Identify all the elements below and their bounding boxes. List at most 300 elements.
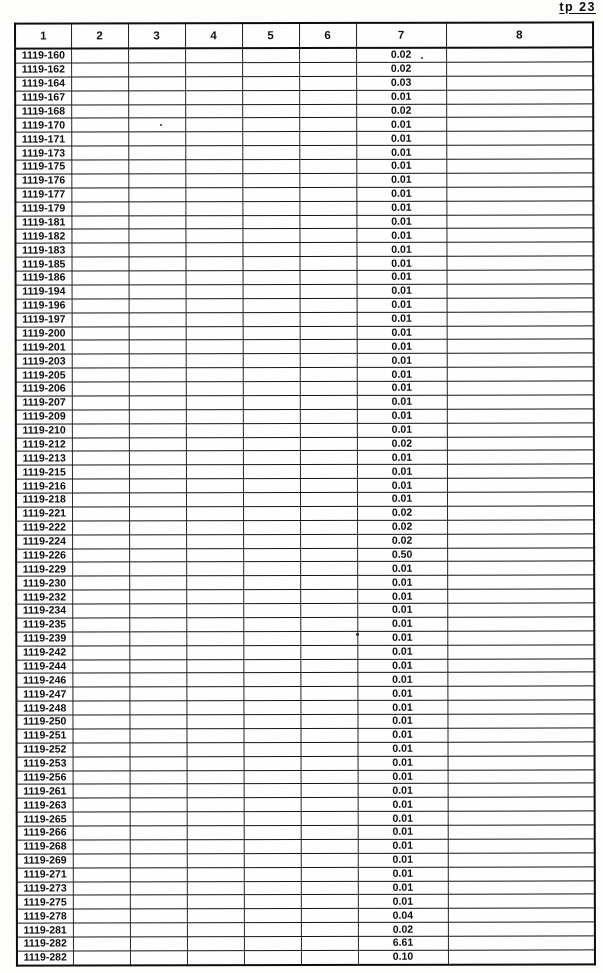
empty-cell	[242, 48, 299, 63]
empty-cell	[186, 465, 243, 479]
empty-cell	[242, 173, 299, 187]
table-row	[16, 658, 594, 673]
empty-cell	[130, 867, 187, 881]
table-row	[16, 339, 594, 354]
empty-cell	[447, 256, 594, 270]
empty-cell	[244, 937, 301, 951]
empty-cell	[300, 548, 357, 562]
empty-cell	[300, 603, 357, 617]
row-id-cell: 1119-175	[15, 160, 71, 174]
empty-cell	[129, 645, 186, 659]
column-header-6: 6	[299, 23, 356, 48]
value-cell: 0.01	[357, 728, 447, 742]
empty-cell	[242, 243, 299, 257]
empty-cell	[186, 534, 243, 548]
value-cell: 0.01	[358, 797, 448, 811]
empty-cell	[243, 257, 300, 271]
empty-cell	[301, 923, 358, 937]
empty-cell	[130, 784, 187, 798]
table-head	[15, 22, 593, 48]
empty-cell	[243, 312, 300, 326]
value-cell: 0.01	[357, 492, 447, 506]
empty-cell	[71, 132, 128, 146]
empty-cell	[448, 742, 595, 756]
empty-cell	[72, 618, 129, 632]
empty-cell	[447, 298, 594, 312]
empty-cell	[300, 340, 357, 354]
empty-cell	[300, 520, 357, 534]
empty-cell	[71, 146, 128, 160]
empty-cell	[72, 396, 129, 410]
value-cell: 0.02	[356, 104, 446, 118]
row-id-cell: 1119-194	[16, 285, 72, 299]
empty-cell	[244, 742, 301, 756]
empty-cell	[301, 867, 358, 881]
empty-cell	[185, 174, 242, 188]
empty-cell	[243, 715, 300, 729]
empty-cell	[186, 257, 243, 271]
empty-cell	[186, 618, 243, 632]
empty-cell	[447, 492, 594, 506]
empty-cell	[300, 659, 357, 673]
row-id-cell: 1119-209	[16, 410, 72, 424]
empty-cell	[242, 146, 299, 160]
empty-cell	[130, 881, 187, 895]
data-table	[14, 21, 596, 966]
empty-cell	[242, 201, 299, 215]
empty-cell	[71, 215, 128, 229]
row-id-cell: 1119-261	[17, 784, 73, 798]
empty-cell	[301, 839, 358, 853]
empty-cell	[186, 298, 243, 312]
empty-cell	[186, 701, 243, 715]
table-row	[16, 645, 594, 660]
empty-cell	[300, 701, 357, 715]
row-id-cell: 1119-170	[15, 118, 71, 132]
row-id-cell: 1119-207	[16, 396, 72, 410]
empty-cell	[301, 798, 358, 812]
empty-cell	[300, 617, 357, 631]
empty-cell	[243, 520, 300, 534]
empty-cell	[72, 507, 129, 521]
empty-cell	[187, 798, 244, 812]
value-cell: 0.01	[357, 700, 447, 714]
empty-cell	[300, 270, 357, 284]
empty-cell	[447, 589, 594, 603]
empty-cell	[72, 604, 129, 618]
empty-cell	[299, 132, 356, 146]
empty-cell	[243, 534, 300, 548]
row-id-cell: 1119-215	[16, 465, 72, 479]
empty-cell	[244, 826, 301, 840]
empty-cell	[299, 173, 356, 187]
empty-cell	[186, 451, 243, 465]
value-cell: 0.01	[358, 825, 448, 839]
empty-cell	[300, 673, 357, 687]
empty-cell	[72, 729, 129, 743]
empty-cell	[128, 243, 185, 257]
empty-cell	[300, 326, 357, 340]
empty-cell	[186, 382, 243, 396]
empty-cell	[71, 243, 128, 257]
empty-cell	[130, 951, 187, 966]
empty-cell	[72, 687, 129, 701]
column-header-3: 3	[128, 23, 185, 48]
empty-cell	[72, 576, 129, 590]
row-id-cell: 1119-224	[16, 535, 72, 549]
empty-cell	[186, 715, 243, 729]
empty-cell	[243, 409, 300, 423]
empty-cell	[448, 853, 595, 867]
row-id-cell: 1119-221	[16, 507, 72, 521]
row-id-cell: 1119-167	[15, 91, 71, 105]
empty-cell	[128, 48, 185, 63]
empty-cell	[186, 507, 243, 521]
table-body	[15, 47, 595, 965]
table-row	[16, 672, 594, 687]
value-cell: 0.01	[357, 395, 447, 409]
table-row	[15, 214, 593, 229]
empty-cell	[130, 812, 187, 826]
table-row	[16, 381, 594, 396]
empty-cell	[187, 840, 244, 854]
table-row	[17, 880, 595, 895]
table-row	[15, 103, 593, 118]
empty-cell	[129, 618, 186, 632]
row-id-cell: 1119-181	[15, 216, 71, 230]
empty-cell	[300, 284, 357, 298]
row-id-cell: 1119-266	[17, 826, 73, 840]
empty-cell	[300, 312, 357, 326]
empty-cell	[447, 464, 594, 478]
table-row	[16, 603, 594, 618]
empty-cell	[129, 382, 186, 396]
empty-cell	[448, 756, 595, 770]
row-id-cell: 1119-160	[15, 48, 71, 63]
row-id-cell: 1119-171	[15, 132, 71, 146]
empty-cell	[446, 90, 593, 104]
empty-cell	[73, 854, 130, 868]
empty-cell	[300, 451, 357, 465]
value-cell: 0.01	[357, 589, 447, 603]
empty-cell	[243, 493, 300, 507]
empty-cell	[447, 381, 594, 395]
value-cell: 0.01	[357, 312, 447, 326]
scan-noise-dot	[160, 124, 162, 126]
empty-cell	[300, 465, 357, 479]
empty-cell	[300, 714, 357, 728]
value-cell: 0.01	[357, 645, 447, 659]
table-row	[16, 353, 594, 368]
value-cell: 0.01	[356, 118, 446, 132]
empty-cell	[299, 229, 356, 243]
table-row	[15, 47, 593, 63]
table-row	[17, 742, 595, 757]
value-cell: 0.01	[356, 215, 446, 229]
empty-cell	[447, 367, 594, 381]
empty-cell	[129, 423, 186, 437]
value-cell: 0.01	[357, 562, 447, 576]
table-row	[17, 894, 595, 909]
value-cell: 0.02	[357, 534, 447, 548]
value-cell: 0.50	[357, 548, 447, 562]
row-id-cell: 1119-203	[16, 354, 72, 368]
empty-cell	[185, 146, 242, 160]
empty-cell	[447, 409, 594, 423]
empty-cell	[185, 132, 242, 146]
empty-cell	[300, 728, 357, 742]
row-id-cell: 1119-182	[15, 229, 71, 243]
empty-cell	[186, 271, 243, 285]
empty-cell	[448, 811, 595, 825]
table-row	[17, 825, 595, 840]
empty-cell	[130, 840, 187, 854]
row-id-cell: 1119-256	[17, 771, 73, 785]
empty-cell	[300, 645, 357, 659]
empty-cell	[186, 340, 243, 354]
row-id-cell: 1119-246	[16, 673, 72, 687]
empty-cell	[130, 937, 187, 951]
empty-cell	[447, 478, 594, 492]
empty-cell	[243, 423, 300, 437]
table-row	[15, 117, 593, 132]
empty-cell	[128, 174, 185, 188]
table-row	[16, 436, 594, 451]
empty-cell	[447, 672, 594, 686]
empty-cell	[448, 839, 595, 853]
column-header-5: 5	[242, 23, 299, 48]
empty-cell	[299, 118, 356, 132]
value-cell: 0.01	[357, 270, 447, 284]
value-cell: 0.01	[356, 131, 446, 145]
empty-cell	[185, 63, 242, 77]
empty-cell	[186, 312, 243, 326]
empty-cell	[73, 743, 130, 757]
empty-cell	[301, 812, 358, 826]
empty-cell	[72, 340, 129, 354]
empty-cell	[243, 659, 300, 673]
table-row	[16, 506, 594, 521]
table-row	[17, 853, 595, 868]
empty-cell	[300, 534, 357, 548]
table-row	[16, 589, 594, 604]
empty-cell	[244, 867, 301, 881]
table-row	[17, 936, 595, 951]
value-cell: 0.01	[357, 659, 447, 673]
table-row	[17, 867, 595, 882]
table-row	[17, 797, 595, 812]
empty-cell	[448, 894, 595, 908]
empty-cell	[128, 118, 185, 132]
empty-cell	[300, 437, 357, 451]
empty-cell	[244, 909, 301, 923]
row-id-cell: 1119-263	[17, 798, 73, 812]
table-row	[15, 90, 593, 105]
empty-cell	[301, 853, 358, 867]
value-cell: 0.02	[357, 520, 447, 534]
table-row	[16, 298, 594, 313]
value-cell: 0.02	[357, 506, 447, 520]
empty-cell	[242, 187, 299, 201]
table-row	[16, 492, 594, 507]
row-id-cell: 1119-213	[16, 451, 72, 465]
empty-cell	[301, 742, 358, 756]
empty-cell	[72, 659, 129, 673]
empty-cell	[72, 562, 129, 576]
empty-cell	[242, 104, 299, 118]
row-id-cell: 1119-244	[16, 660, 72, 674]
row-id-cell: 1119-275	[17, 895, 73, 909]
empty-cell	[243, 451, 300, 465]
empty-cell	[187, 784, 244, 798]
table-row	[16, 478, 594, 493]
row-id-cell: 1119-229	[16, 562, 72, 576]
empty-cell	[185, 118, 242, 132]
table-row	[16, 686, 594, 701]
empty-cell	[186, 520, 243, 534]
empty-cell	[73, 798, 130, 812]
empty-cell	[300, 409, 357, 423]
empty-cell	[300, 381, 357, 395]
empty-cell	[71, 63, 128, 77]
row-id-cell: 1119-216	[16, 479, 72, 493]
empty-cell	[73, 840, 130, 854]
table-row	[16, 547, 594, 562]
table-row	[16, 284, 594, 299]
empty-cell	[128, 160, 185, 174]
empty-cell	[129, 673, 186, 687]
empty-cell	[185, 201, 242, 215]
empty-cell	[129, 340, 186, 354]
header-row	[15, 22, 593, 48]
empty-cell	[187, 937, 244, 951]
row-id-cell: 1119-251	[16, 729, 72, 743]
empty-cell	[301, 784, 358, 798]
empty-cell	[186, 437, 243, 451]
empty-cell	[130, 895, 187, 909]
empty-cell	[73, 826, 130, 840]
empty-cell	[243, 506, 300, 520]
empty-cell	[71, 91, 128, 105]
row-id-cell: 1119-164	[15, 77, 71, 91]
empty-cell	[447, 284, 594, 298]
value-cell: 0.01	[358, 756, 448, 770]
empty-cell	[243, 284, 300, 298]
row-id-cell: 1119-269	[17, 854, 73, 868]
value-cell: 0.01	[357, 631, 447, 645]
empty-cell	[129, 632, 186, 646]
empty-cell	[301, 881, 358, 895]
column-header-4: 4	[185, 23, 242, 48]
empty-cell	[243, 576, 300, 590]
empty-cell	[186, 729, 243, 743]
empty-cell	[129, 701, 186, 715]
row-id-cell: 1119-265	[17, 812, 73, 826]
table-row	[16, 464, 594, 479]
empty-cell	[244, 923, 301, 937]
table-row	[17, 950, 595, 966]
empty-cell	[73, 868, 130, 882]
row-id-cell: 1119-201	[16, 340, 72, 354]
empty-cell	[72, 632, 129, 646]
empty-cell	[446, 103, 593, 117]
empty-cell	[186, 590, 243, 604]
empty-cell	[242, 76, 299, 90]
empty-cell	[129, 521, 186, 535]
empty-cell	[299, 76, 356, 90]
row-id-cell: 1119-205	[16, 368, 72, 382]
empty-cell	[129, 562, 186, 576]
empty-cell	[186, 285, 243, 299]
row-id-cell: 1119-196	[16, 299, 72, 313]
empty-cell	[71, 202, 128, 216]
empty-cell	[185, 160, 242, 174]
value-cell: 0.01	[356, 159, 446, 173]
value-cell: 0.01	[358, 867, 448, 881]
table-row	[16, 575, 594, 590]
empty-cell	[299, 48, 356, 63]
empty-cell	[243, 437, 300, 451]
empty-cell	[447, 312, 594, 326]
empty-cell	[72, 285, 129, 299]
value-cell: 0.01	[358, 881, 448, 895]
table-row	[15, 131, 593, 146]
empty-cell	[73, 923, 130, 937]
value-cell: 0.01	[358, 895, 448, 909]
empty-cell	[129, 326, 186, 340]
empty-cell	[243, 368, 300, 382]
empty-cell	[129, 534, 186, 548]
value-cell: 0.04	[358, 908, 448, 922]
empty-cell	[130, 743, 187, 757]
empty-cell	[300, 368, 357, 382]
value-cell: 0.01	[357, 451, 447, 465]
empty-cell	[447, 547, 594, 561]
empty-cell	[72, 313, 129, 327]
empty-cell	[243, 354, 300, 368]
page-number-label: tp 23	[559, 0, 596, 14]
empty-cell	[300, 354, 357, 368]
empty-cell	[446, 201, 593, 215]
row-id-cell: 1119-242	[16, 646, 72, 660]
value-cell: 0.01	[357, 381, 447, 395]
empty-cell	[299, 201, 356, 215]
empty-cell	[300, 298, 357, 312]
empty-cell	[187, 867, 244, 881]
empty-cell	[128, 229, 185, 243]
empty-cell	[448, 880, 595, 894]
table-row	[16, 367, 594, 382]
empty-cell	[243, 687, 300, 701]
empty-cell	[301, 936, 358, 950]
table-row	[17, 811, 595, 826]
row-id-cell: 1119-173	[15, 146, 71, 160]
empty-cell	[447, 658, 594, 672]
row-id-cell: 1119-183	[15, 243, 71, 257]
empty-cell	[128, 201, 185, 215]
value-cell: 0.02	[358, 922, 448, 936]
empty-cell	[73, 937, 130, 951]
empty-cell	[72, 368, 129, 382]
value-cell: 0.10	[358, 950, 448, 965]
empty-cell	[185, 229, 242, 243]
row-id-cell: 1119-186	[16, 271, 72, 285]
empty-cell	[243, 298, 300, 312]
empty-cell	[447, 645, 594, 659]
empty-cell	[72, 715, 129, 729]
empty-cell	[129, 312, 186, 326]
empty-cell	[448, 922, 595, 936]
